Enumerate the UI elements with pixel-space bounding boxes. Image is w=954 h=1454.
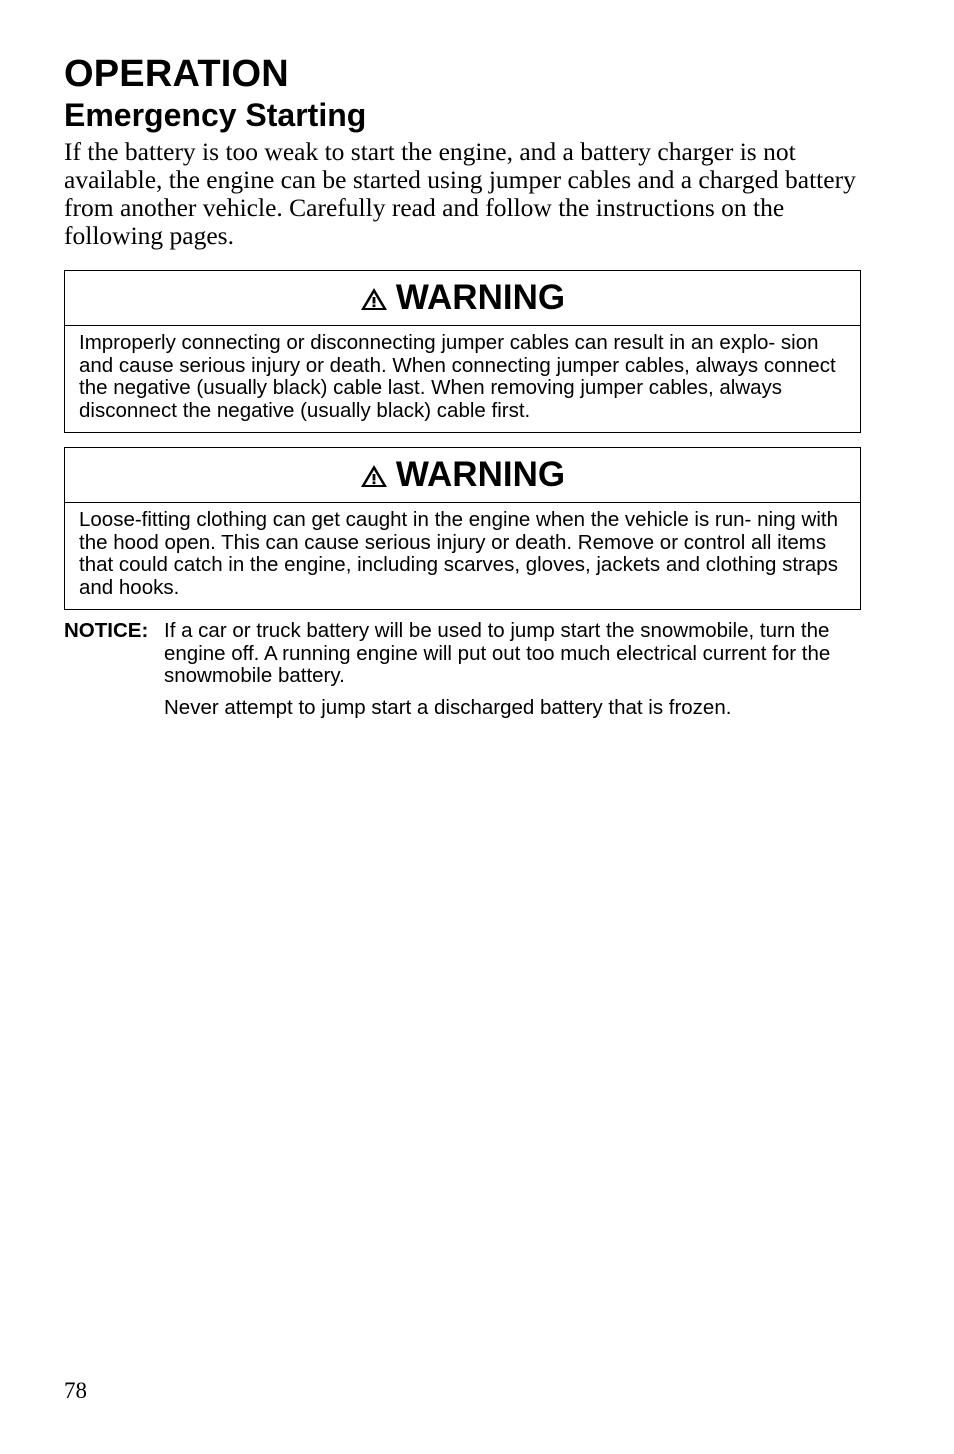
notice-paragraph: Never attempt to jump start a discharged battery that is frozen. (164, 695, 732, 719)
subsection-title: Emergency Starting (64, 97, 367, 133)
warning-text: Improperly connecting or disconnecting jumper cables can result in an explo- sion and cause serious injury or death. When connecting jumper cables, always connect the negative (usually black) cable last. When removing jumper cables, always disconnect the negative (usually black) cable first. (79, 331, 836, 422)
page-number: 78 (64, 1378, 87, 1403)
intro-paragraph: If the battery is too weak to start the engine, and a battery charger is not available, the engine can be started using jumper cables and a charged battery from another vehicle. Carefully read and follow the instructions on the following pages. (64, 137, 856, 250)
section-title: OPERATION (64, 53, 289, 95)
warning-header (65, 448, 860, 503)
warning-label: WARNING (395, 455, 566, 494)
warning-triangle-icon (360, 287, 388, 311)
page-content (64, 52, 864, 728)
notice-text (164, 620, 864, 728)
warning-header (65, 271, 860, 326)
warning-text: Loose-fitting clothing can get caught in the engine when the vehicle is run- ning with the hood open. This can cause serious injury or death. Remove or control all items that could catch in the engine, including scarves, gloves, jackets and clothing straps and hooks. (79, 508, 838, 599)
notice-label: NOTICE: (64, 619, 149, 642)
warning-triangle-icon (360, 464, 388, 488)
notice-block (64, 620, 864, 728)
warning-label: WARNING (395, 278, 566, 317)
warning-box-jumper-cables (64, 270, 861, 433)
notice-paragraph: If a car or truck battery will be used to jump start the snowmobile, turn the engine off. A running engine will put out too much electrical current for the snowmobile battery. (164, 619, 831, 687)
warning-box-loose-clothing (64, 447, 861, 610)
